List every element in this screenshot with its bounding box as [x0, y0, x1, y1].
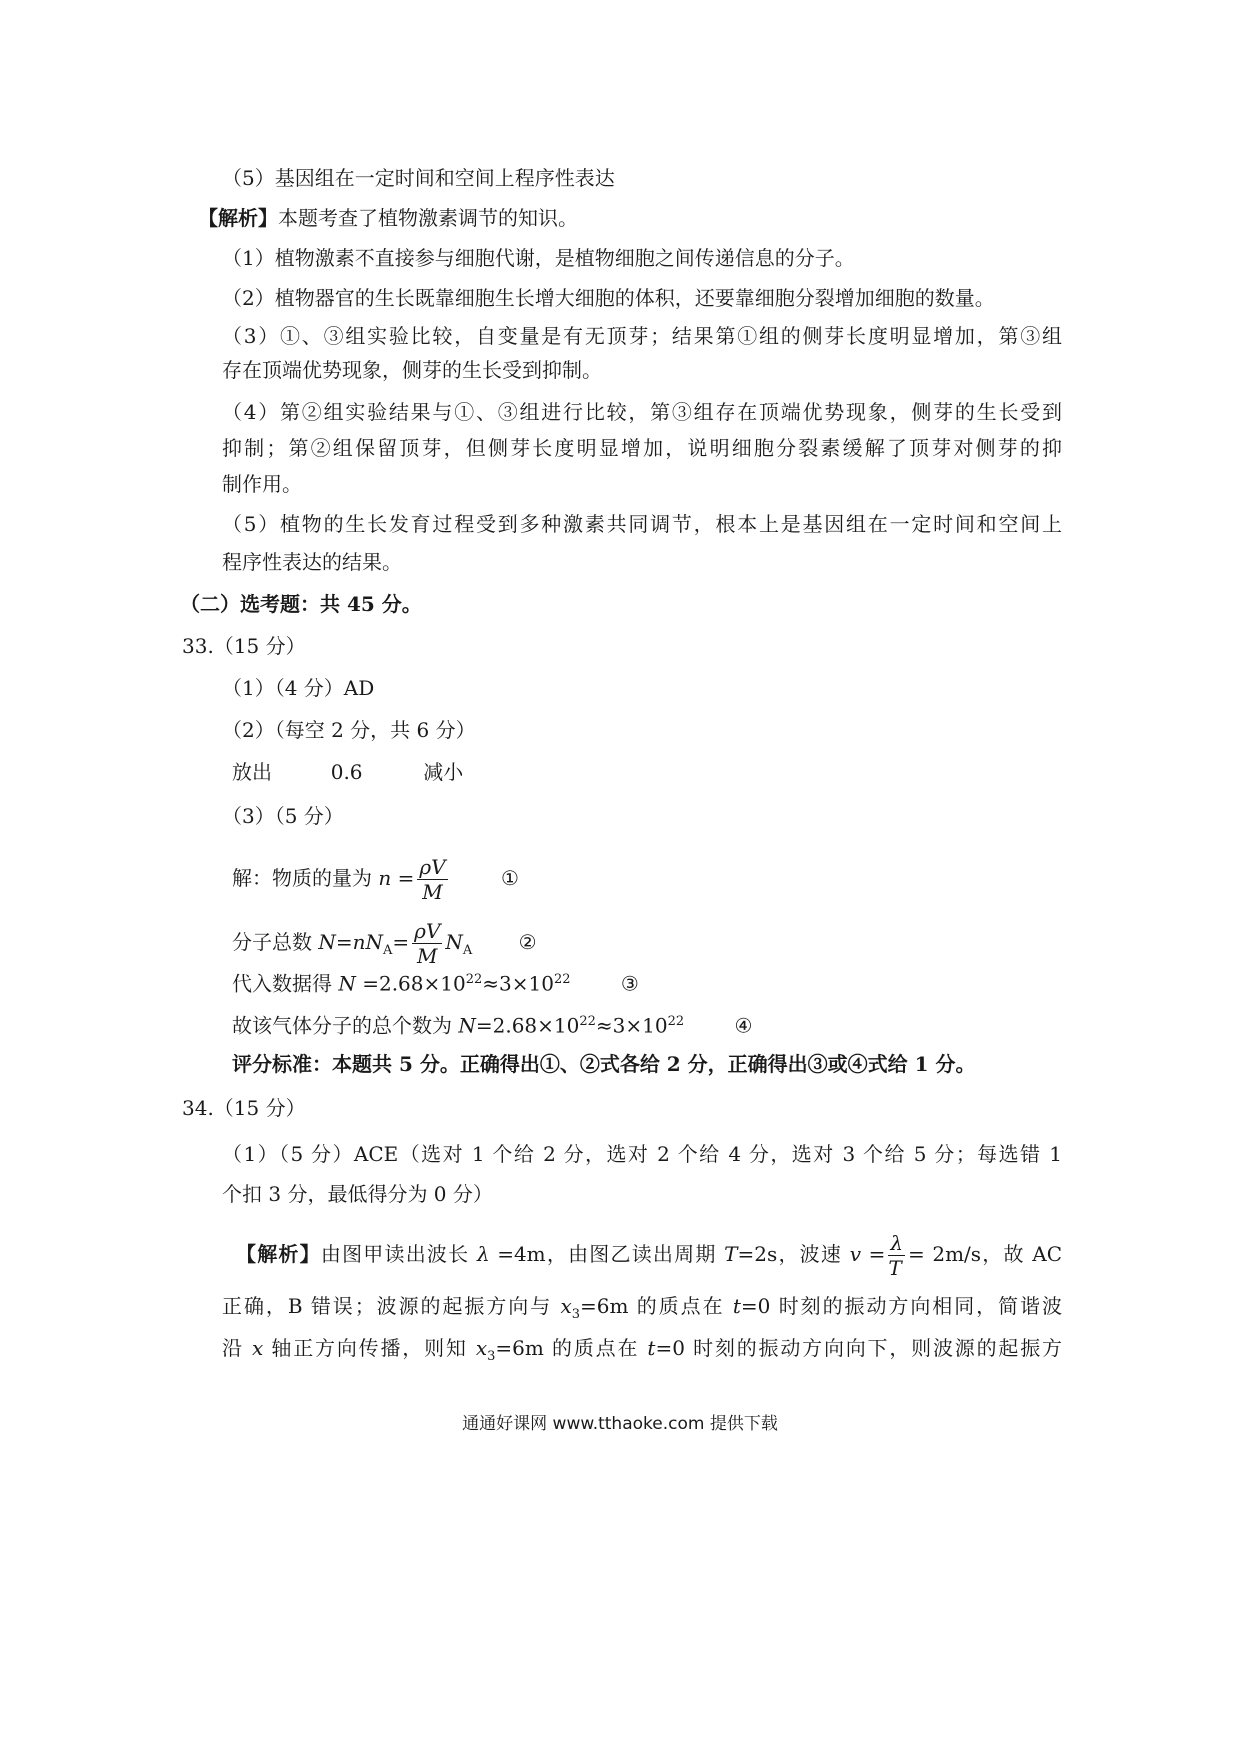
solution-step-3: 代入数据得 $N =2.68\times 10^{22}\approx 3\times 10^{22}$ ③ — [232, 971, 639, 996]
q34-analysis-line-2: 正确，B 错误；波源的起振方向与 $x_3=6m$ 的质点在 t=0 时刻的振动方向相同，简谐波 — [222, 1294, 1062, 1322]
analysis-1: （1）植物激素不直接参与细胞代谢，是植物细胞之间传递信息的分子。 — [222, 246, 855, 270]
solution-step-4: 故该气体分子的总个数为 $N=2.68\times 10^{22}\approx 3\times 10^{22}$ ④ — [232, 1013, 753, 1038]
answer-5: （5）基因组在一定时间和空间上程序性表达 — [222, 166, 615, 190]
analysis-intro — [198, 204, 578, 232]
page-footer: 通通好课网 www.tthaoke.com 提供下载 — [462, 1414, 778, 1434]
q34-analysis-line-1: 【解析】由图甲读出波长 λ =4m，由图乙读出周期 T=2s，波速 v = $\frac{\lambda}{T}$ = 2m/s，故 AC — [236, 1231, 1063, 1280]
q34-analysis-line-3: 沿 x 轴正方向传播，则知 $x_3=6m$ 的质点在 t=0 时刻的振动方向向下，则波源的起振方 — [222, 1336, 1063, 1364]
q33-part-2: （2）（每空 2 分，共 6 分） — [222, 718, 476, 742]
scoring-criteria: 评分标准：本题共 5 分。正确得出①、②式各给 2 分，正确得出③或④式给 1 分。 — [232, 1052, 976, 1076]
analysis-4-line-3: 制作用。 — [222, 472, 302, 496]
analysis-label: 【解析】 — [198, 206, 278, 230]
analysis-3-line-1: （3）①、③组实验比较，自变量是有无顶芽；结果第①组的侧芽长度明显增加，第③组 — [222, 324, 1062, 348]
analysis-4-line-1: （4）第②组实验结果与①、③组进行比较，第③组存在顶端优势现象，侧芽的生长受到 — [222, 400, 1062, 424]
answer-release: 放出 — [232, 760, 272, 784]
analysis-2: （2）植物器官的生长既靠细胞生长增大细胞的体积，还要靠细胞分裂增加细胞的数量。 — [222, 286, 995, 310]
q34-part-1-line-2: 个扣 3 分，最低得分为 0 分） — [222, 1182, 493, 1206]
eq-marker-4: ④ — [734, 1013, 753, 1038]
analysis-4-line-2: 抑制；第②组保留顶芽，但侧芽长度明显增加，说明细胞分裂素缓解了顶芽对侧芽的抑 — [222, 436, 1062, 460]
answer-value: 0.6 — [330, 760, 363, 784]
solution-step-1: 解：物质的量为 n = $\frac{\rho V}{M}$ ① — [232, 855, 519, 904]
solution-step-2: 分子总数 $N=nN_A=$ $\frac{\rho V}{M}$ $N_A$ ② — [232, 919, 537, 968]
answer-decrease: 减小 — [423, 760, 464, 784]
question-34-heading: 34.（15 分） — [182, 1096, 306, 1120]
eq-marker-2: ② — [518, 930, 537, 954]
analysis-5-line-1: （5）植物的生长发育过程受到多种激素共同调节，根本上是基因组在一定时间和空间上 — [222, 512, 1062, 536]
eq-marker-1: ① — [500, 866, 519, 890]
rho-v-over-m-fraction-2: $\frac{\rho V}{M}$ — [414, 919, 441, 968]
section-elective: （二）选考题：共 45 分。 — [180, 592, 422, 616]
analysis-intro-text: 本题考查了植物激素调节的知识。 — [278, 206, 578, 230]
analysis-3-line-2: 存在顶端优势现象，侧芽的生长受到抑制。 — [222, 358, 602, 382]
q33-part-3: （3）（5 分） — [222, 804, 344, 828]
lambda-over-t-fraction: $\frac{\lambda}{T}$ — [888, 1231, 904, 1280]
q33-part-2-answers — [232, 758, 463, 786]
q33-part-1: （1）（4 分）AD — [222, 676, 375, 700]
rho-v-over-m-fraction: $\frac{\rho V}{M}$ — [419, 855, 446, 904]
q34-part-1-line-1: （1）（5 分）ACE（选对 1 个给 2 分，选对 2 个给 4 分，选对 3 个给 5 分；每选错 1 — [222, 1142, 1062, 1166]
question-33-heading: 33.（15 分） — [182, 634, 306, 658]
eq-marker-3: ③ — [620, 971, 639, 996]
analysis-5-line-2: 程序性表达的结果。 — [222, 550, 402, 574]
q34-analysis-label: 【解析】 — [236, 1242, 321, 1266]
